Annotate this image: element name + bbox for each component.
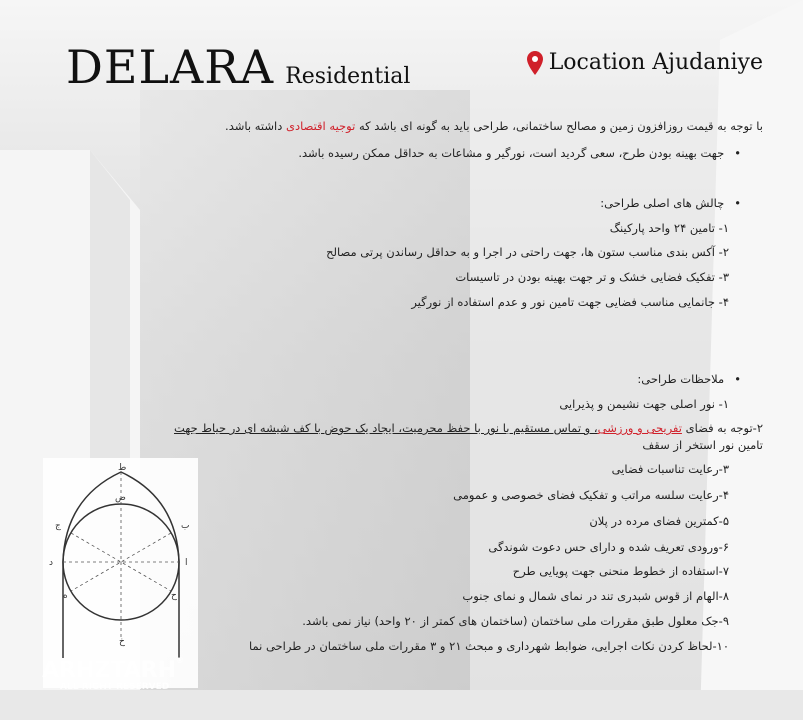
note-item-2-cont: تامین نور استخر از سقف — [642, 438, 763, 452]
challenge-item: ۱- تامین ۲۴ واحد پارکینگ — [609, 221, 729, 235]
note-2-highlight: تفریحی و ورزشی — [597, 421, 682, 435]
note-item: ۶-ورودی تعریف شده و دارای حس دعوت شوندگی — [488, 540, 729, 554]
header — [66, 36, 763, 96]
challenge-item: ۳- تفکیک فضایی خشک و تر جهت بهینه بودن در تاسیسات — [455, 270, 729, 284]
diagram-label: ج — [55, 521, 61, 531]
intro-line — [225, 119, 763, 133]
brand-name: DELARA — [66, 40, 275, 94]
note-item: ۹-جک معلول طبق مقررات ملی ساختمان (ساختمان های کمتر از ۲۰ واحد) نیاز نمی باشد. — [302, 614, 729, 628]
brand-subtitle: Residential — [285, 64, 411, 89]
diagram-label-top: ط — [118, 463, 127, 473]
note-item: ۱- نور اصلی جهت نشیمن و پذیرایی — [559, 397, 729, 411]
note-item: ۳-رعایت تناسبات فضایی — [611, 462, 729, 476]
diagram-label: ه — [63, 591, 68, 601]
note-2-text: ۲-توجه به فضای — [681, 421, 763, 435]
note-2-text-cont: ، و تماس مستقیم با نور با حفظ محرمیت، ایجاد یک حوض با کف شیشه ای در حیاط جهت — [174, 421, 598, 435]
intro-text-end: داشته باشد. — [225, 119, 286, 133]
note-item: ۱۰-لحاظ کردن نکات اجرایی، ضوابط شهرداری و مبحث ۲۱ و ۳ مقررات ملی ساختمان در طراحی نما — [248, 639, 729, 653]
location-text: Location Ajudaniye — [548, 50, 763, 75]
diagram-label: ح — [171, 591, 177, 601]
watermark-name: ARHZTARH — [42, 658, 177, 683]
challenges-title: • چالش های اصلی طراحی: — [600, 196, 741, 210]
registered-mark: ® — [176, 656, 184, 665]
location — [527, 50, 763, 75]
challenge-item: ۲- آکس بندی مناسب ستون ها، جهت راحتی در اجرا و به حداقل رساندن پرتی مصالح — [326, 245, 729, 259]
note-item-2 — [174, 421, 763, 435]
note-item: ۴-رعایت سلسه مراتب و تفکیک فضای خصوصی و عمومی — [453, 488, 729, 502]
diagram-label-bottom: خ — [119, 637, 125, 647]
intro-bullet: • جهت بهینه بودن طرح، سعی گردید است، نورگیر و مشاعات به حداقل ممکن رسیده باشد. — [298, 146, 741, 160]
diagram-label: ب — [181, 521, 190, 531]
note-item: ۸-الهام از قوس شبدری تند در نمای شمال و نمای جنوب — [462, 589, 729, 603]
note-item: ۵-کمترین فضای مرده در پلان — [589, 514, 729, 528]
diagram-label: د — [49, 558, 54, 568]
note-item: ۷-استفاده از خطوط منحنی جهت پویایی طرح — [512, 564, 729, 578]
watermark-sub: ALL RIGHT RESERVED — [60, 682, 170, 692]
diagram-label-mid: ص — [115, 493, 126, 503]
watermark — [28, 638, 188, 702]
location-pin-icon — [527, 51, 543, 75]
diagram-label: ا — [185, 558, 188, 568]
notes-title: • ملاحظات طراحی: — [637, 372, 741, 386]
brand-title — [66, 40, 410, 94]
intro-text: با توجه به قیمت روزافزون زمین و مصالح ساختمانی، طراحی باید به گونه ای باشد که — [355, 119, 763, 133]
intro-highlight: توجیه اقتصادی — [285, 119, 356, 133]
challenge-item: ۴- جانمایی مناسب فضایی جهت تامین نور و عدم استفاده از نورگیر — [411, 295, 729, 309]
